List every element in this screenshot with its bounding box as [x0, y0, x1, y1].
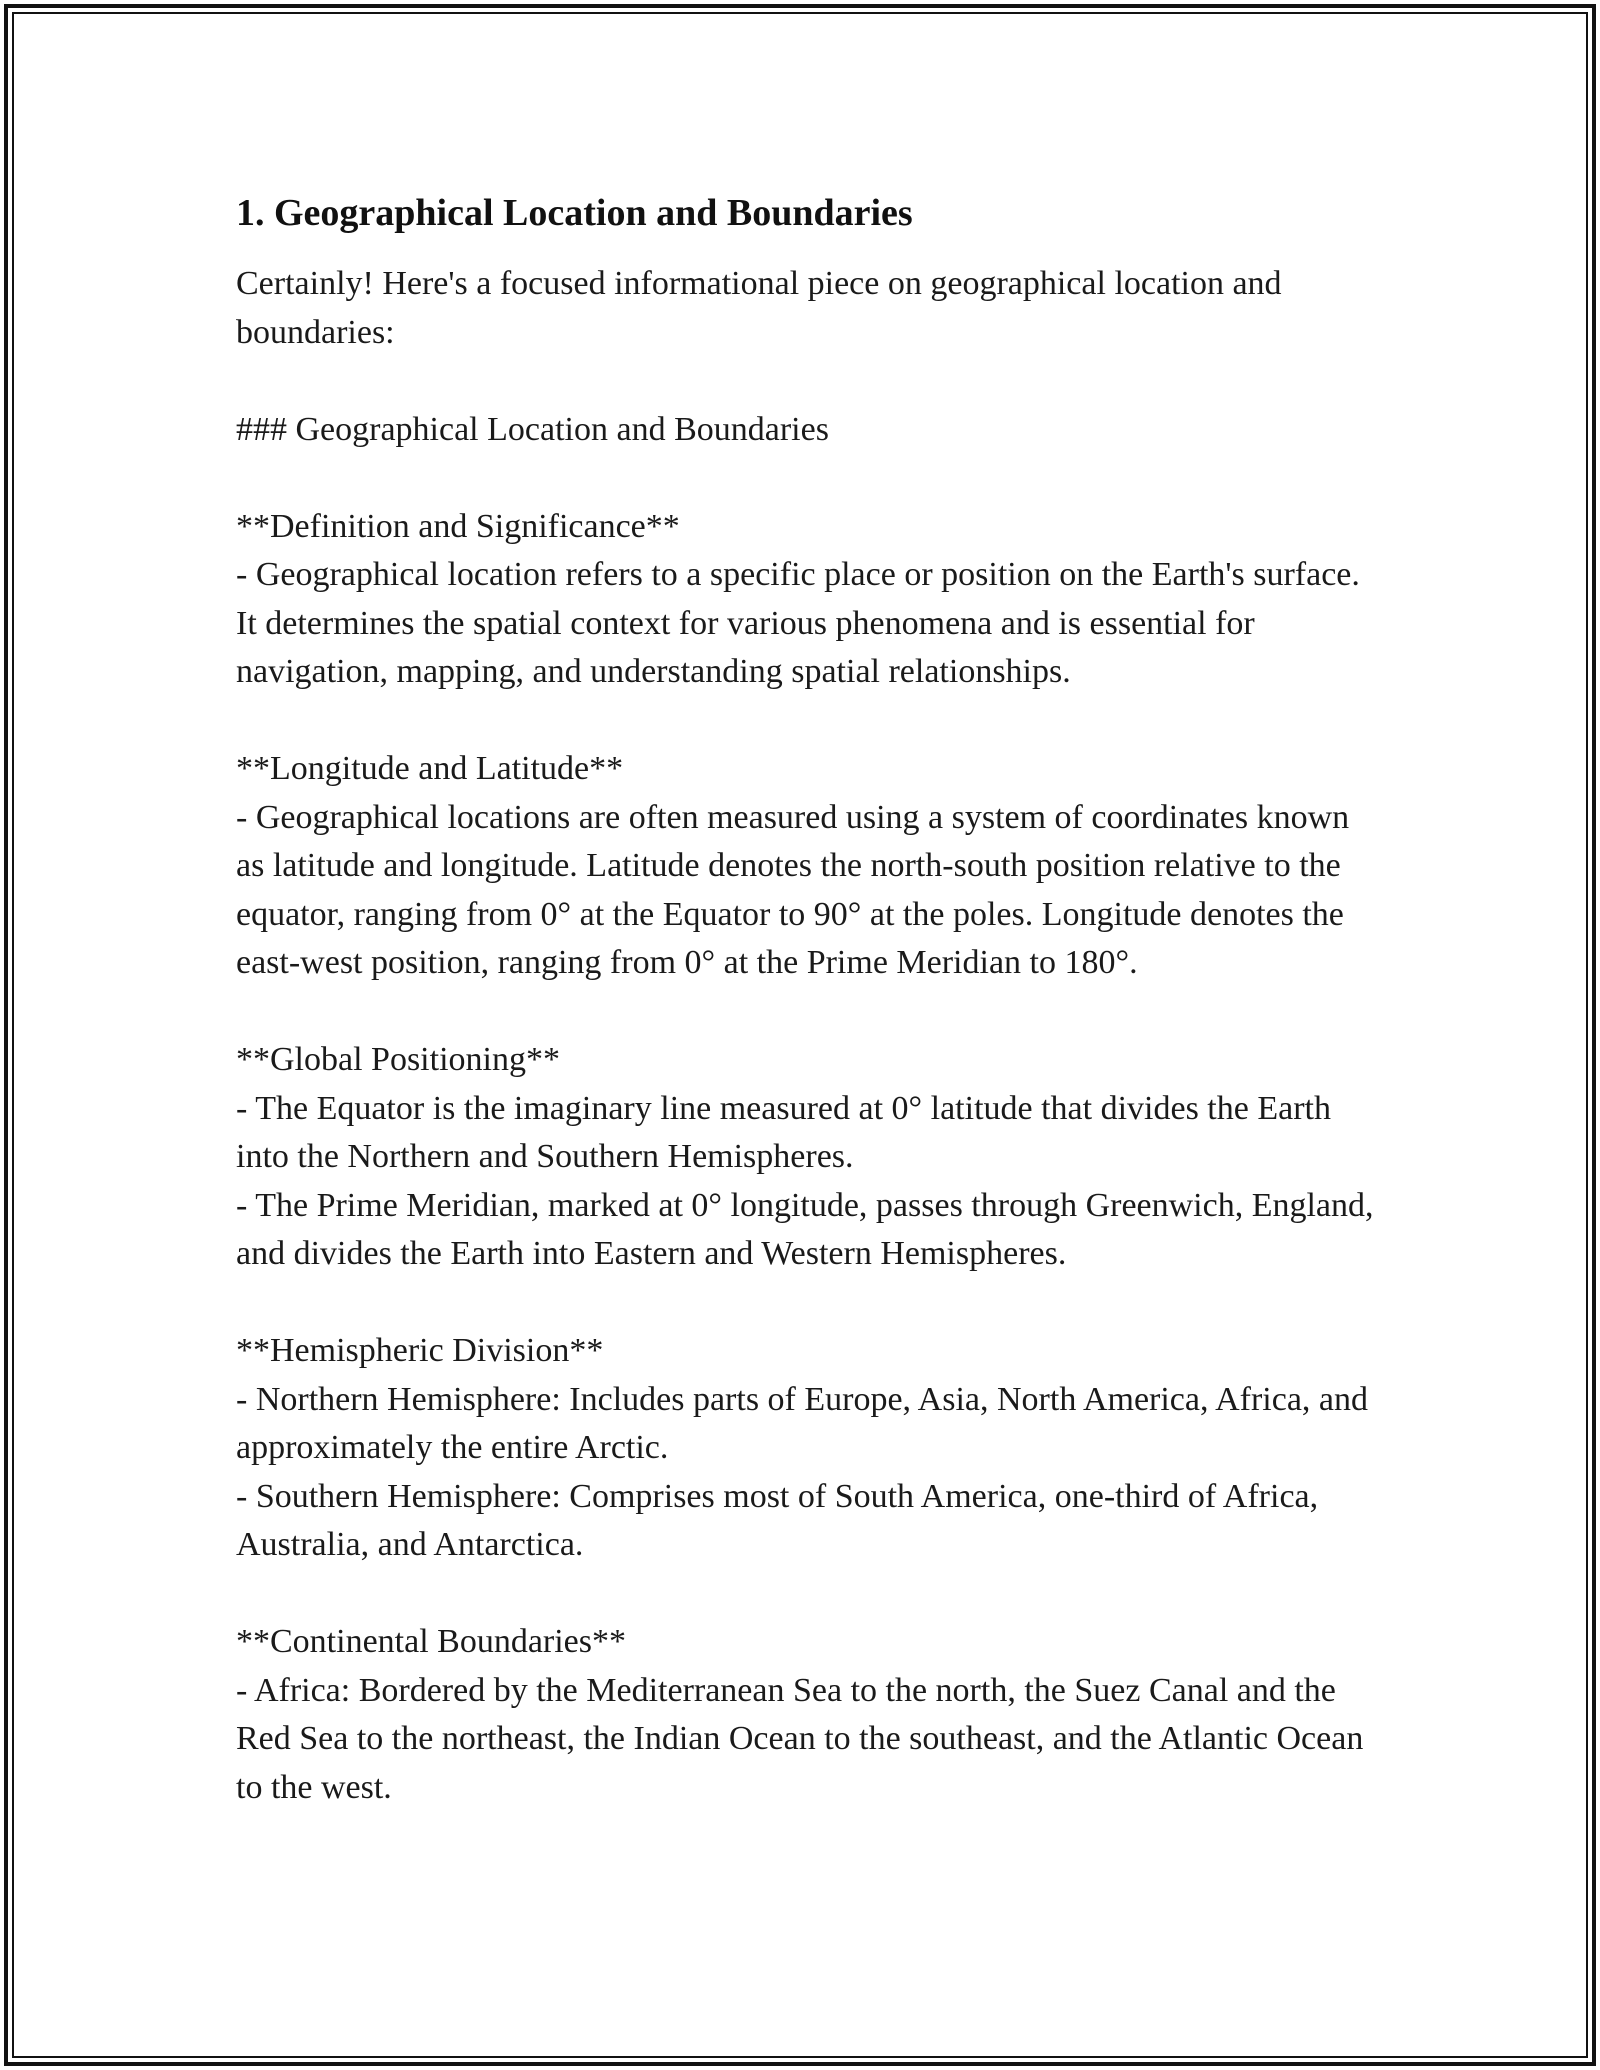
section-line: - Africa: Bordered by the Mediterranean Sea to the north, the Suez Canal and the Red Sea to the northeast, the Indian Ocean to the southeast, and the Atlantic Ocean to the west.: [236, 1671, 1364, 1806]
section-global-positioning: [236, 1036, 1376, 1279]
document-body: [236, 186, 1376, 1812]
subheading: ### Geographical Location and Boundaries: [236, 410, 829, 448]
section-line: - Northern Hemisphere: Includes parts of Europe, Asia, North America, Africa, and approximately the entire Arctic.: [236, 1380, 1369, 1466]
section-heading: **Hemispheric Division**: [236, 1332, 604, 1369]
section-definition: [236, 503, 1376, 697]
section-line: - Geographical locations are often measured using a system of coordinates known as latitude and longitude. Latitude denotes the north-south position relative to the equator, ranging from 0° at the Equator to 90° at the poles. Longitude denotes the east-west position, ranging from 0° at the Prime Meridian to 180°.: [236, 798, 1350, 981]
section-hemispheric-division: [236, 1327, 1376, 1570]
section-line: - The Equator is the imaginary line measured at 0° latitude that divides the Earth into the Northern and Southern Hemispheres.: [236, 1089, 1331, 1175]
section-line: - Geographical location refers to a specific place or position on the Earth's surface. It determines the spatial context for various phenomena and is essential for navigation, mapping, and understanding spatial relationships.: [236, 556, 1360, 690]
section-line: - Southern Hemisphere: Comprises most of South America, one-third of Africa, Australia, and Antarctica.: [236, 1477, 1319, 1563]
section-heading: **Global Positioning**: [236, 1041, 560, 1078]
section-longitude-latitude: [236, 745, 1376, 988]
spacer: [236, 697, 1376, 746]
spacer: [236, 454, 1376, 503]
spacer: [236, 1279, 1376, 1328]
section-heading: **Longitude and Latitude**: [236, 750, 624, 787]
section-continental-boundaries: [236, 1618, 1376, 1812]
spacer: [236, 1570, 1376, 1619]
section-heading: **Definition and Significance**: [236, 507, 680, 545]
spacer: [236, 988, 1376, 1037]
spacer: [236, 357, 1376, 406]
intro-paragraph: Certainly! Here's a focused informational piece on geographical location and boundaries:: [236, 265, 1282, 351]
section-heading: **Continental Boundaries**: [236, 1623, 627, 1660]
document-title: 1. Geographical Location and Boundaries: [236, 192, 913, 234]
section-line: - The Prime Meridian, marked at 0° longitude, passes through Greenwich, England, and divides the Earth into Eastern and Western Hemispheres.: [236, 1186, 1374, 1272]
